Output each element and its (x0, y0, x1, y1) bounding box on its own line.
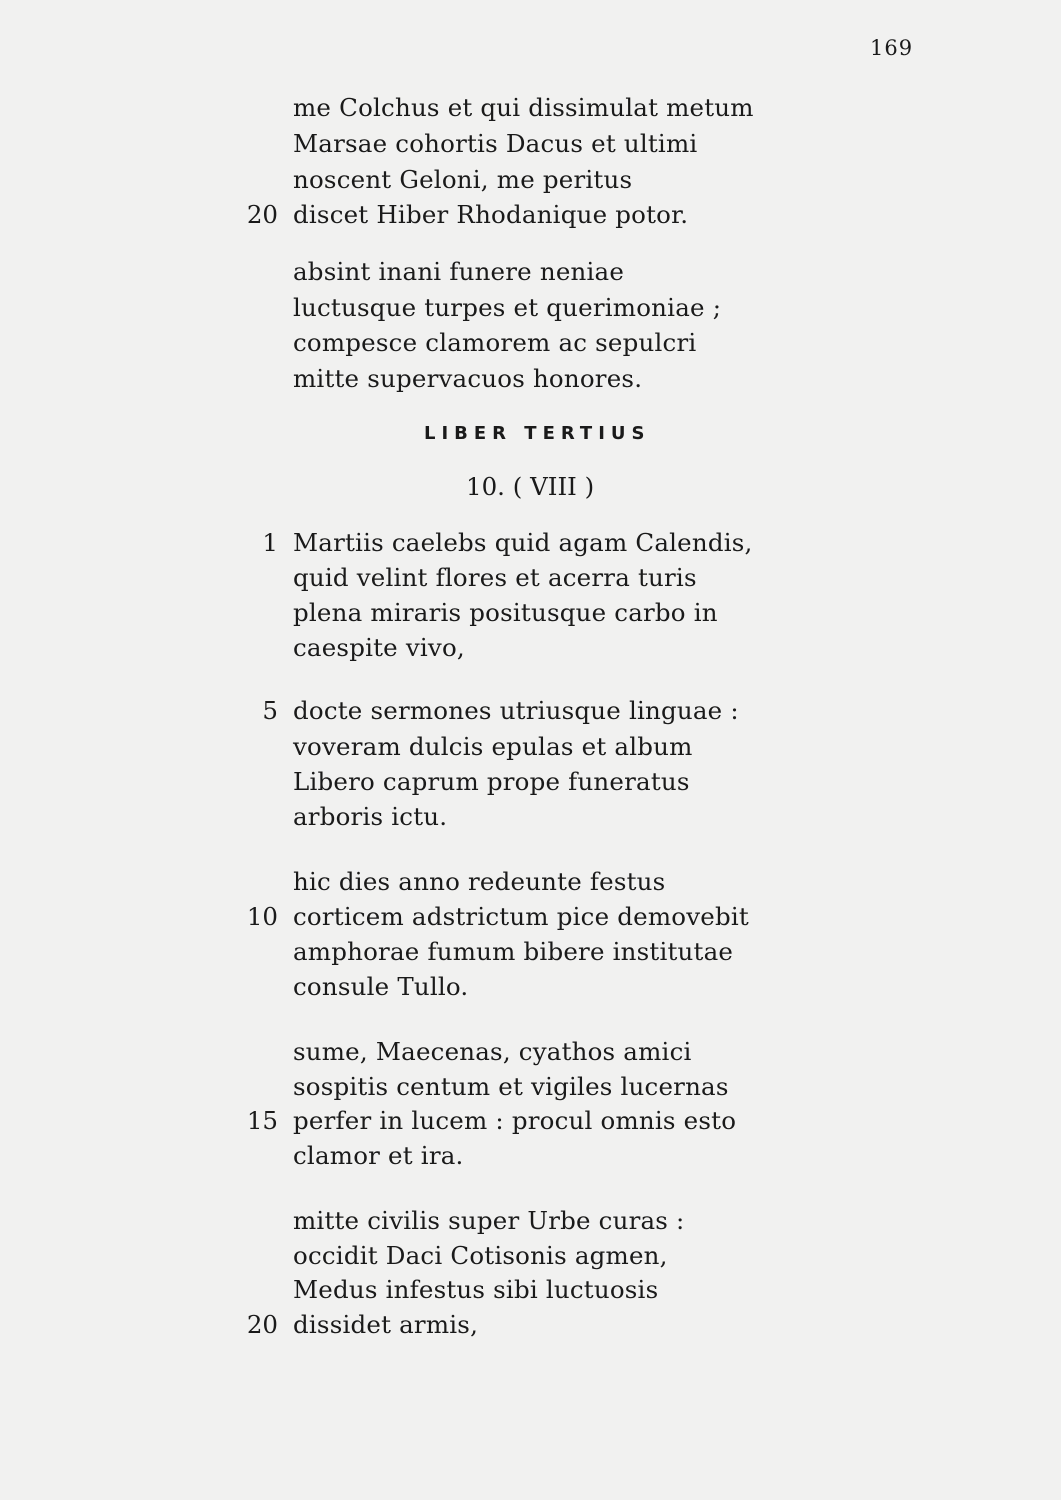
verse-line: occidit Daci Cotisonis agmen, (293, 1241, 668, 1270)
line-number: 5 (262, 696, 278, 725)
line-number: 20 (246, 200, 278, 229)
verse-line: Marsae cohortis Dacus et ultimi (293, 129, 698, 158)
verse-line: docte sermones utriusque linguae : (293, 696, 739, 725)
verse-line: caespite vivo, (293, 633, 465, 662)
verse-line: Libero caprum prope funeratus (293, 767, 690, 796)
verse-line: plena miraris positusque carbo in (293, 598, 718, 627)
page-number: 169 (870, 36, 914, 60)
verse-line: mitte supervacuos honores. (293, 364, 643, 393)
book-title: LIBER TERTIUS (424, 423, 651, 444)
verse-line: amphorae fumum bibere institutae (293, 937, 734, 966)
line-number: 10 (246, 902, 278, 931)
line-number: 1 (262, 528, 278, 557)
line-number: 20 (246, 1310, 278, 1339)
verse-line: noscent Geloni, me peritus (293, 165, 633, 194)
verse-line: luctusque turpes et querimoniae ; (293, 293, 722, 322)
verse-line: hic dies anno redeunte festus (293, 867, 666, 896)
verse-line: voveram dulcis epulas et album (293, 732, 693, 761)
poem-title: 10. ( VIII ) (466, 472, 595, 501)
verse-line: me Colchus et qui dissimulat metum (293, 93, 754, 122)
line-number: 15 (246, 1106, 278, 1135)
verse-line: absint inani funere neniae (293, 257, 625, 286)
verse-line: arboris ictu. (293, 802, 448, 831)
verse-line: clamor et ira. (293, 1141, 464, 1170)
show-through (885, 88, 891, 109)
verse-line: Martiis caelebs quid agam Calendis, (293, 528, 753, 557)
verse-line: mitte civilis super Urbe curas : (293, 1206, 685, 1235)
verse-line: perfer in lucem : procul omnis esto (293, 1106, 737, 1135)
verse-line: compesce clamorem ac sepulcri (293, 328, 697, 357)
verse-line: quid velint flores et acerra turis (293, 563, 697, 592)
verse-line: corticem adstrictum pice demovebit (293, 902, 749, 931)
verse-line: consule Tullo. (293, 972, 469, 1001)
verse-line: dissidet armis, (293, 1310, 479, 1339)
verse-line: sume, Maecenas, cyathos amici (293, 1037, 692, 1066)
verse-line: Medus infestus sibi luctuosis (293, 1275, 659, 1304)
verse-line: discet Hiber Rhodanique potor. (293, 200, 689, 229)
verse-line: sospitis centum et vigiles lucernas (293, 1072, 729, 1101)
